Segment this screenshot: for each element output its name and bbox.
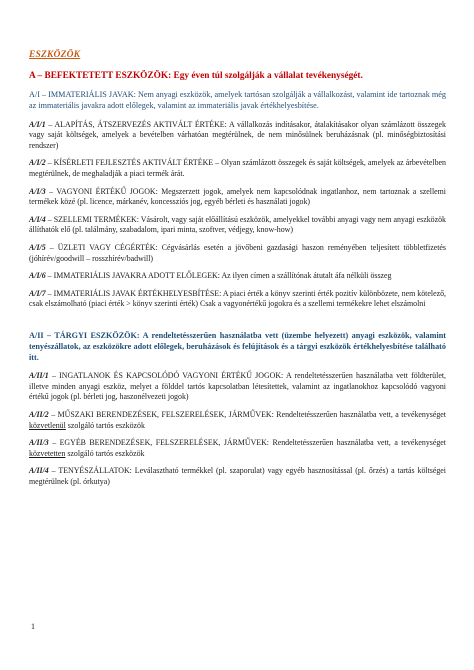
list-item [29, 289, 446, 310]
item-underlined-word: közvetlenül [29, 420, 66, 430]
item-code: A/I/1 [29, 119, 46, 129]
item-text: – IMMATERIÁLIS JAVAKRA ADOTT ELŐLEGEK: Az ilyen címen a szállítónak átutalt áfa nélküli összeg [45, 271, 392, 281]
section-a1-heading: A/I – IMMATERIÁLIS JAVAK: Nem anyagi eszközök, amelyek tartósan szolgálják a vállalkozást, valamint ide tartoznak még az immateriális javakra adott előlegek, valamint az immateriális javak értékhelyesbítése. [29, 90, 446, 110]
item-code: A/I/5 [29, 242, 46, 252]
list-item [29, 187, 446, 208]
list-item [29, 410, 446, 431]
item-text: – IMMATERIÁLIS JAVAK ÉRTÉKHELYESBÍTÉSE: A piaci érték a könyv szerinti érték pozitív különbözete, nem kötelező, csak elszámolható (piaci érték > könyv szerinti érték) Csak a vagyonértékű jogokra és a szellemi termékekre lehet elszámolni [29, 288, 446, 309]
item-text: – SZELLEMI TERMÉKEK: Vásárolt, vagy saját előállítású eszközök, amelyekkel további anyagi vagy nem anyagi eszközök állíthatók elő (pl. találmány, szabadalom, ipari minta, szoftver, védjegy, know-how) [29, 214, 446, 235]
item-text: – KÍSÉRLETI FEJLESZTÉS AKTIVÁLT ÉRTÉKE – Olyan számlázott összegek és saját költségek, amelyek az árbevételben megtérülnek, de meghaladják a piaci termék árát. [29, 158, 446, 178]
list-item [29, 120, 446, 152]
section-a2-heading: A/II – TÁRGYI ESZKÖZÖK: A rendeltetésszerűen használatba vett (üzembe helyezett) anyagi eszközök, valamint tenyészállatok, az eszközökre adott előlegek, beruházások és felújítások és a tárgyi eszközök értékhelyesbítése található itt. [29, 330, 446, 362]
page-number: 1 [31, 622, 35, 631]
list-item [29, 271, 446, 282]
item-text: – TENYÉSZÁLLATOK: Leválasztható termékkel (pl. szaporulat) vagy egyéb hasznosítással (pl. őrzés) a tartás költségei megtérülnek (pl. órkutya) [29, 466, 446, 487]
item-text-end: szolgáló tartós eszközök [65, 448, 145, 458]
list-item [29, 158, 446, 179]
page-content [29, 50, 446, 495]
item-code: A/I/6 [29, 271, 46, 281]
item-text: – ÜZLETI VAGY CÉGÉRTÉK: Cégvásárlás esetén a jövőbeni gazdasági haszon reményében teljesített többletfizetés (jóhírév/goodwill – rosszhírév/badwill) [29, 242, 446, 263]
list-item [29, 371, 446, 403]
document-title: ESZKÖZÖK [29, 50, 81, 60]
item-code: A/I/3 [29, 186, 46, 196]
item-text: – ALAPÍTÁS, ÁTSZERVEZÉS AKTIVÁLT ÉRTÉKE: A vállalkozás indításakor, átalakításakor olyan számlázott összegek vagy saját költségek, amelyek a bevételben várhatóan megtérülnek, de nem minősülnek beruházásnak (pl. minőségbiztosítási rendszer) [29, 119, 446, 150]
section-spacer [29, 317, 446, 331]
item-code: A/I/7 [29, 288, 46, 298]
item-text: – MŰSZAKI BERENDEZÉSEK, FELSZERELÉSEK, JÁRMŰVEK: Rendeltetésszerűen használatba vett, a tevékenységet [48, 410, 446, 420]
item-text: – VAGYONI ÉRTÉKŰ JOGOK: Megszerzett jogok, amelyek nem kapcsolódnak ingatlanhoz, nem tartoznak a szellemi termékek közé (pl. licence, márkanév, koncessziós jog, egyéb bérleti és használati jogok) [29, 186, 446, 207]
item-underlined-word: közvetetten [29, 448, 66, 458]
item-code: A/II/4 [29, 466, 49, 476]
item-text: – INGATLANOK ÉS KAPCSOLÓDÓ VAGYONI ÉRTÉKŰ JOGOK: A rendeltetésszerűen használatba vett földterület, illetve minden anyagi eszköz, melyet a földdel tartós kapcsolatban létesítettek, valamint az ingatlanokhoz kapcsolódó vagyoni értékű jogok (pl. bérleti jog, haszonélvezeti jogok) [29, 371, 446, 402]
section-a-heading: A – BEFEKTETETT ESZKÖZÖK: Egy éven túl szolgálják a vállalat tevékenységét. [29, 71, 363, 81]
list-item [29, 438, 446, 459]
list-item [29, 466, 446, 487]
item-text-end: szolgáló tartós eszközök [65, 420, 145, 430]
item-code: A/I/4 [29, 214, 46, 224]
item-text: – EGYÉB BERENDEZÉSEK, FELSZERELÉSEK, JÁRMŰVEK: Rendeltetésszerűen használatba vett, a tevékenységet [48, 438, 446, 448]
item-code: A/I/2 [29, 158, 46, 168]
item-code: A/II/1 [29, 371, 49, 381]
item-code: A/II/3 [29, 438, 49, 448]
list-item [29, 215, 446, 236]
list-item [29, 243, 446, 264]
item-code: A/II/2 [29, 410, 49, 420]
